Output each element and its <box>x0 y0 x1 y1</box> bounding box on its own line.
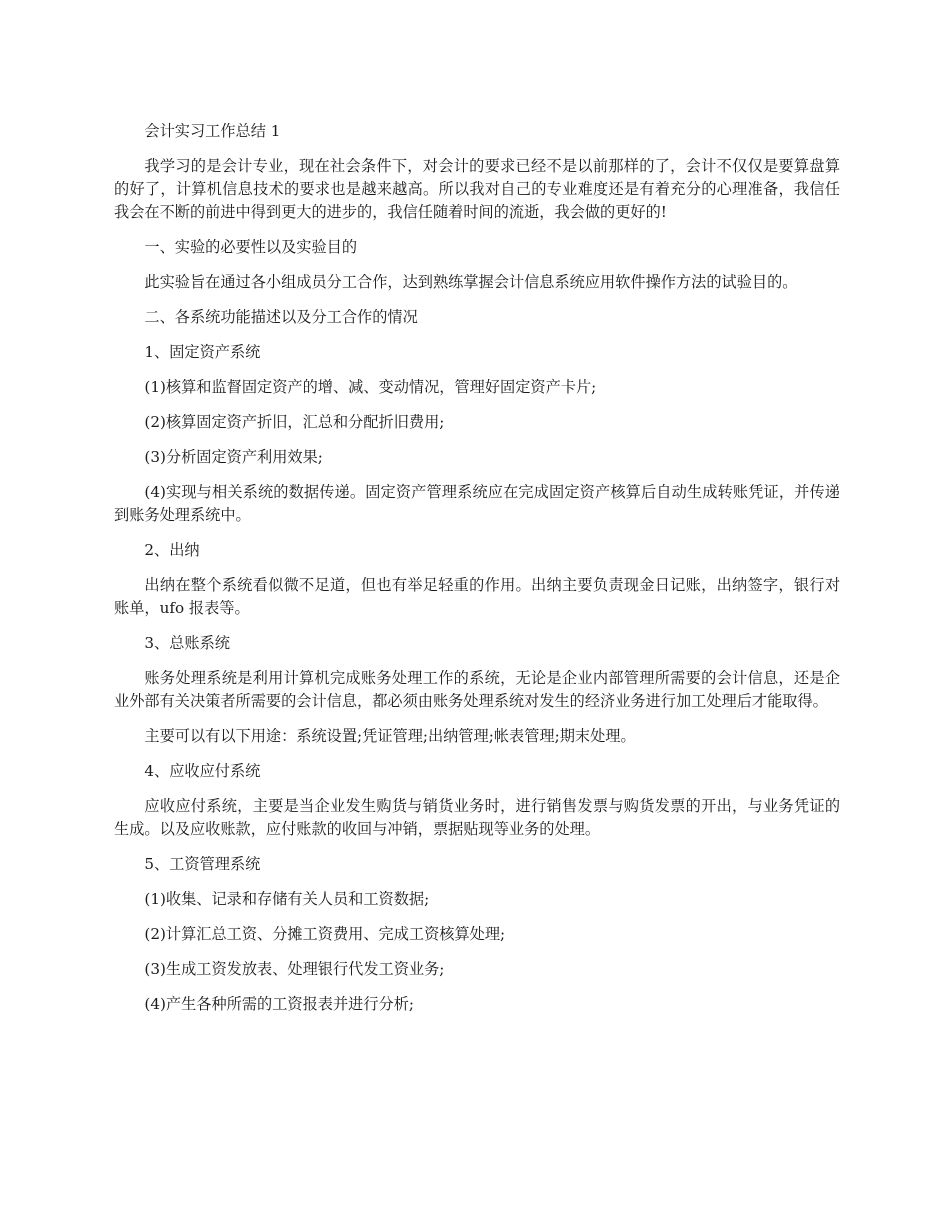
subsection-heading-cashier: 2、出纳 <box>144 541 200 559</box>
intro-paragraph: 我学习的是会计专业，现在社会条件下，对会计的要求已经不是以前那样的了，会计不仅仅是要算盘算的好了，计算机信息技术的要求也是越来越高。所以我对自己的专业难度还是有着充分的心理准备，我信任我会在不断的前进中得到更大的进步的，我信任随着时间的流逝，我会做的更好的! <box>114 157 840 221</box>
body-paragraph: 此实验旨在通过各小组成员分工合作，达到熟练掌握会计信息系统应用软件操作方法的试验目的。 <box>144 273 798 291</box>
list-item: (1)核算和监督固定资产的增、减、变动情况，管理好固定资产卡片; <box>144 378 597 396</box>
list-item: (4)实现与相关系统的数据传递。固定资产管理系统应在完成固定资产核算后自动生成转账凭证，并传递到账务处理系统中。 <box>114 483 840 524</box>
body-paragraph: 应收应付系统，主要是当企业发生购货与销货业务时，进行销售发票与购货发票的开出，与业务凭证的生成。以及应收账款，应付账款的收回与冲销，票据贴现等业务的处理。 <box>114 797 840 838</box>
document-title: 会计实习工作总结 1 <box>144 122 281 140</box>
body-paragraph: 出纳在整个系统看似微不足道，但也有举足轻重的作用。出纳主要负责现金日记账，出纳签字，银行对账单，ufo 报表等。 <box>114 576 840 617</box>
list-item: (3)分析固定资产利用效果; <box>144 448 323 466</box>
subsection-heading-receivables-payables: 4、应收应付系统 <box>144 762 261 780</box>
list-item: (2)计算汇总工资、分摊工资费用、完成工资核算处理; <box>144 925 506 943</box>
list-item: (3)生成工资发放表、处理银行代发工资业务; <box>144 960 445 978</box>
body-paragraph: 主要可以有以下用途：系统设置;凭证管理;出纳管理;帐表管理;期末处理。 <box>144 727 636 745</box>
section-heading-2: 二、各系统功能描述以及分工合作的情况 <box>144 308 418 326</box>
subsection-heading-fixed-assets: 1、固定资产系统 <box>144 343 261 361</box>
list-item: (1)收集、记录和存储有关人员和工资数据; <box>144 890 430 908</box>
document-page <box>114 120 840 1028</box>
section-heading-1: 一、实验的必要性以及实验目的 <box>144 238 358 256</box>
list-item: (2)核算固定资产折旧，汇总和分配折旧费用; <box>144 413 445 431</box>
list-item: (4)产生各种所需的工资报表并进行分析; <box>144 995 415 1013</box>
subsection-heading-general-ledger: 3、总账系统 <box>144 634 230 652</box>
subsection-heading-payroll: 5、工资管理系统 <box>144 855 261 873</box>
body-paragraph: 账务处理系统是利用计算机完成账务处理工作的系统，无论是企业内部管理所需要的会计信息，还是企业外部有关决策者所需要的会计信息，都必须由账务处理系统对发生的经济业务进行加工处理后才能取得。 <box>114 669 840 710</box>
